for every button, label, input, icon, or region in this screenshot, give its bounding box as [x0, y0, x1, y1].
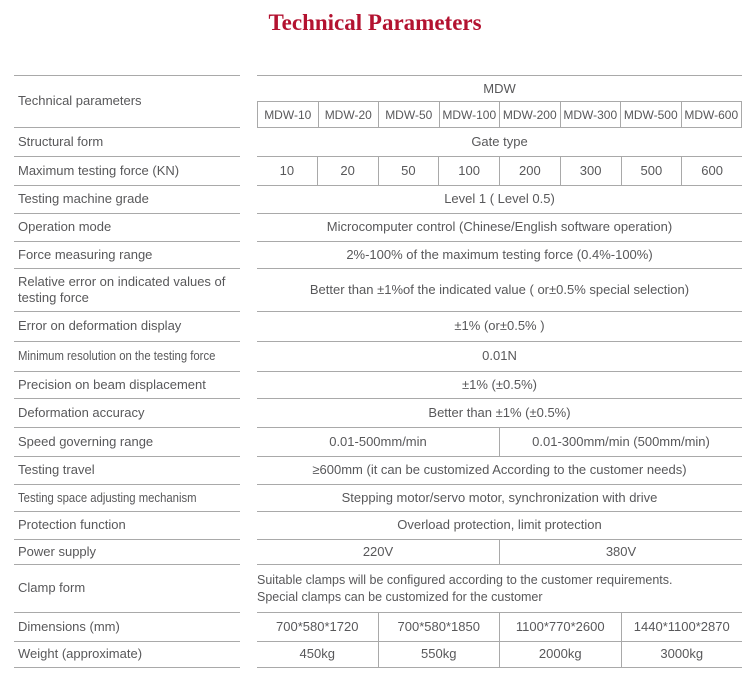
param-value: Stepping motor/servo motor, synchronization with drive — [257, 485, 742, 512]
param-label: Protection function — [14, 512, 240, 540]
param-label: Maximum testing force (KN) — [14, 157, 240, 186]
technical-parameters-table — [0, 75, 750, 668]
column-gap — [240, 372, 257, 399]
param-label: Testing space adjusting mechanism — [14, 485, 240, 512]
force-value: 300 — [560, 157, 621, 185]
weight-value: 550kg — [378, 642, 500, 667]
table-row — [0, 399, 750, 428]
page-title: Technical Parameters — [268, 10, 482, 35]
column-gap — [240, 312, 257, 342]
table-row — [0, 565, 750, 613]
speed-range-value: 0.01-500mm/min — [329, 433, 427, 449]
param-value: 2%-100% of the maximum testing force (0.4%-100%) — [257, 242, 742, 269]
param-value: Overload protection, limit protection — [257, 512, 742, 540]
param-label: Precision on beam displacement — [14, 372, 240, 399]
column-gap — [240, 485, 257, 512]
model-name: MDW-20 — [318, 102, 379, 127]
table-row — [0, 485, 750, 512]
model-name: MDW-10 — [264, 107, 312, 122]
table-row — [0, 372, 750, 399]
force-value: 20 — [317, 157, 378, 185]
param-value: Better than ±1% (±0.5%) — [257, 399, 742, 428]
column-gap — [240, 399, 257, 428]
model-name: MDW-200 — [499, 102, 560, 127]
model-name: MDW-50 — [378, 102, 439, 127]
table-row — [0, 642, 750, 668]
clamp-form-line: Special clamps can be customized for the customer — [257, 589, 543, 604]
model-group-header: MDW — [257, 75, 742, 102]
clamp-form-line: Suitable clamps will be configured according to the customer requirements. — [257, 572, 673, 587]
param-value-cells — [257, 157, 742, 186]
param-label: Technical parameters — [14, 75, 240, 128]
force-value: 100 — [438, 157, 499, 185]
table-row — [0, 157, 750, 186]
column-gap — [240, 186, 257, 214]
param-value-cells — [257, 613, 742, 642]
force-value: 600 — [681, 157, 742, 185]
param-value: ±1% (±0.5%) — [257, 372, 742, 399]
model-name: MDW-300 — [560, 102, 621, 127]
param-value: 0.01N — [257, 342, 742, 372]
param-label: Speed governing range — [14, 428, 240, 457]
table-row — [0, 457, 750, 485]
param-value-cells — [257, 540, 742, 565]
param-value: Microcomputer control (Chinese/English software operation) — [257, 214, 742, 242]
param-label: Minimum resolution on the testing force — [14, 342, 240, 372]
dimensions-value: 1440*1100*2870 — [621, 613, 743, 641]
weight-value: 450kg — [299, 646, 335, 662]
dimensions-value: 1100*770*2600 — [499, 613, 621, 641]
param-label: Testing machine grade — [14, 186, 240, 214]
column-gap — [240, 457, 257, 485]
param-value-cells — [257, 642, 742, 668]
table-row — [0, 128, 750, 157]
weight-value: 3000kg — [621, 642, 743, 667]
column-gap — [240, 342, 257, 372]
param-label: Testing travel — [14, 457, 240, 485]
param-value: Better than ±1%of the indicated value ( or±0.5% special selection) — [257, 269, 742, 312]
param-label: Clamp form — [14, 565, 240, 613]
param-value: ≥600mm (it can be customized According to the customer needs) — [257, 457, 742, 485]
table-row-header — [0, 75, 750, 128]
table-row — [0, 312, 750, 342]
param-label: Deformation accuracy — [14, 399, 240, 428]
table-row — [0, 613, 750, 642]
power-supply-value: 220V — [362, 543, 394, 559]
param-value: Gate type — [257, 128, 742, 157]
power-supply-value: 380V — [499, 540, 742, 564]
column-gap — [240, 157, 257, 186]
table-row — [0, 242, 750, 269]
param-value: ±1% (or±0.5% ) — [257, 312, 742, 342]
force-value: 200 — [499, 157, 560, 185]
model-name-row — [257, 102, 742, 128]
param-label: Relative error on indicated values of testing force — [14, 269, 240, 312]
model-name: MDW-600 — [681, 102, 742, 127]
speed-range-value: 0.01-300mm/min (500mm/min) — [499, 428, 742, 456]
param-label: Weight (approximate) — [14, 642, 240, 668]
table-row — [0, 186, 750, 214]
column-gap — [240, 565, 257, 613]
model-name: MDW-500 — [620, 102, 681, 127]
param-label: Structural form — [14, 128, 240, 157]
column-gap — [240, 128, 257, 157]
table-row — [0, 512, 750, 540]
param-value — [257, 565, 742, 613]
model-name: MDW-100 — [439, 102, 500, 127]
param-label: Dimensions (mm) — [14, 613, 240, 642]
column-gap — [240, 642, 257, 668]
table-row — [0, 269, 750, 312]
force-value: 50 — [378, 157, 439, 185]
weight-value: 2000kg — [499, 642, 621, 667]
param-value-cells — [257, 428, 742, 457]
param-label: Force measuring range — [14, 242, 240, 269]
dimensions-value: 700*580*1720 — [276, 618, 359, 634]
column-gap — [240, 540, 257, 565]
column-gap — [240, 269, 257, 312]
model-header — [257, 75, 742, 128]
dimensions-value: 700*580*1850 — [378, 613, 500, 641]
table-row — [0, 214, 750, 242]
table-row — [0, 540, 750, 565]
param-value: Level 1 ( Level 0.5) — [257, 186, 742, 214]
table-row — [0, 342, 750, 372]
column-gap — [240, 428, 257, 457]
force-value: 10 — [279, 162, 295, 178]
force-value: 500 — [621, 157, 682, 185]
param-label: Operation mode — [14, 214, 240, 242]
column-gap — [240, 75, 257, 128]
column-gap — [240, 512, 257, 540]
param-label: Error on deformation display — [14, 312, 240, 342]
param-label: Power supply — [14, 540, 240, 565]
table-row — [0, 428, 750, 457]
column-gap — [240, 613, 257, 642]
column-gap — [240, 214, 257, 242]
column-gap — [240, 242, 257, 269]
